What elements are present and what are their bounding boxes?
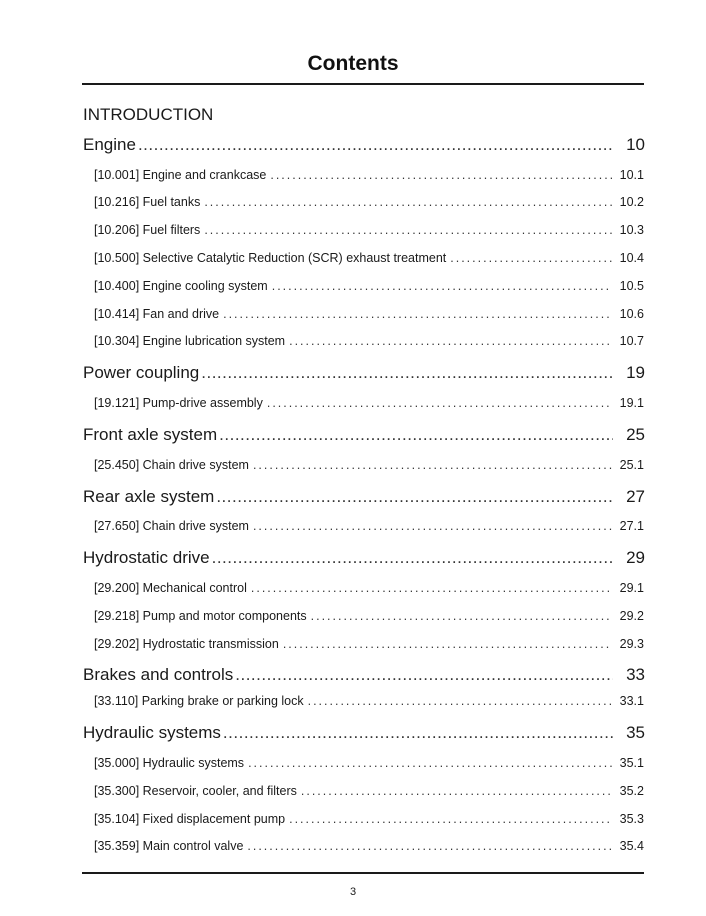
toc-item[interactable]	[94, 222, 644, 238]
toc-section-power-coupling[interactable]	[83, 362, 645, 384]
toc-item-page: 19.1	[619, 396, 644, 410]
toc-item-page: 29.2	[619, 609, 644, 623]
toc-item-page: 35.2	[619, 784, 644, 798]
toc-item[interactable]	[94, 838, 644, 854]
toc-section-label: Brakes and controls	[83, 665, 234, 684]
toc-item-page: 10.2	[619, 195, 644, 209]
toc-item-page: 35.4	[619, 839, 644, 853]
toc-item-label: [10.414] Fan and drive	[94, 307, 220, 321]
toc-section-label: Power coupling	[83, 363, 200, 382]
toc-item[interactable]	[94, 518, 644, 534]
dot-leader	[267, 395, 612, 411]
toc-section-page: 35	[626, 723, 645, 742]
toc-section-label: Front axle system	[83, 425, 218, 444]
toc-item-label: [10.400] Engine cooling system	[94, 279, 268, 293]
introduction-heading[interactable]: INTRODUCTION	[83, 105, 214, 124]
dot-leader	[204, 222, 612, 238]
dot-leader	[201, 362, 613, 384]
toc-item-page: 25.1	[619, 458, 644, 472]
toc-item-page: 10.3	[619, 223, 644, 237]
toc-section-brakes-and-controls[interactable]	[83, 664, 645, 686]
toc-item-label: [29.202] Hydrostatic transmission	[94, 637, 279, 651]
toc-item-label: [19.121] Pump-drive assembly	[94, 396, 263, 410]
toc-section-rear-axle-system[interactable]	[83, 486, 645, 508]
toc-item-label: [35.300] Reservoir, cooler, and filters	[94, 784, 297, 798]
toc-item[interactable]	[94, 636, 644, 652]
bottom-rule	[82, 872, 644, 874]
toc-item-label: [35.000] Hydraulic systems	[94, 756, 245, 770]
dot-leader	[219, 424, 613, 446]
toc-section-page: 10	[626, 135, 645, 154]
toc-section-page: 29	[626, 548, 645, 567]
dot-leader	[212, 547, 613, 569]
dot-leader	[308, 693, 612, 709]
toc-item-label: [10.206] Fuel filters	[94, 223, 201, 237]
toc-item[interactable]	[94, 608, 644, 624]
toc-section-page: 33	[626, 665, 645, 684]
toc-item-label: [33.110] Parking brake or parking lock	[94, 694, 304, 708]
dot-leader	[289, 811, 612, 827]
toc-item[interactable]	[94, 278, 644, 294]
dot-leader	[270, 167, 612, 183]
toc-item-page: 27.1	[619, 519, 644, 533]
dot-leader	[251, 580, 612, 596]
toc-item[interactable]	[94, 333, 644, 349]
dot-leader	[138, 134, 613, 156]
dot-leader	[301, 783, 612, 799]
toc-item-page: 10.4	[619, 251, 644, 265]
toc-item-page: 29.3	[619, 637, 644, 651]
toc-section-page: 25	[626, 425, 645, 444]
dot-leader	[311, 608, 612, 624]
top-rule	[82, 83, 644, 85]
toc-item-label: [27.650] Chain drive system	[94, 519, 249, 533]
page-title: Contents	[307, 52, 399, 75]
toc-item[interactable]	[94, 811, 644, 827]
toc-section-engine[interactable]	[83, 134, 645, 156]
toc-section-hydrostatic-drive[interactable]	[83, 547, 645, 569]
toc-item-page: 10.5	[619, 279, 644, 293]
toc-item-page: 29.1	[619, 581, 644, 595]
toc-item-page: 10.7	[619, 334, 644, 348]
dot-leader	[253, 457, 612, 473]
toc-section-label: Hydrostatic drive	[83, 548, 210, 567]
toc-section-hydraulic-systems[interactable]	[83, 722, 645, 744]
dot-leader	[223, 722, 613, 744]
dot-leader	[272, 278, 612, 294]
toc-item[interactable]	[94, 194, 644, 210]
dot-leader	[235, 664, 613, 686]
toc-item-label: [29.218] Pump and motor components	[94, 609, 307, 623]
page-number: 3	[349, 886, 357, 898]
toc-item-page: 10.6	[619, 307, 644, 321]
dot-leader	[253, 518, 612, 534]
toc-item-page: 35.3	[619, 812, 644, 826]
toc-item-page: 33.1	[619, 694, 644, 708]
dot-leader	[223, 306, 612, 322]
toc-section-page: 19	[626, 363, 645, 382]
toc-item-label: [35.359] Main control valve	[94, 839, 244, 853]
dot-leader	[216, 486, 613, 508]
dot-leader	[283, 636, 612, 652]
toc-item[interactable]	[94, 783, 644, 799]
toc-item-label: [10.500] Selective Catalytic Reduction (SCR) exhaust treatment	[94, 251, 447, 265]
dot-leader	[247, 838, 612, 854]
toc-section-front-axle-system[interactable]	[83, 424, 645, 446]
toc-item[interactable]	[94, 250, 644, 266]
toc-item[interactable]	[94, 755, 644, 771]
toc-section-label: Hydraulic systems	[83, 723, 221, 742]
dot-leader	[248, 755, 612, 771]
dot-leader	[450, 250, 612, 266]
toc-item-label: [10.216] Fuel tanks	[94, 195, 201, 209]
toc-item[interactable]	[94, 693, 644, 709]
toc-item[interactable]	[94, 167, 644, 183]
toc-item-page: 35.1	[619, 756, 644, 770]
toc-item[interactable]	[94, 580, 644, 596]
toc-item[interactable]	[94, 457, 644, 473]
dot-leader	[289, 333, 612, 349]
toc-item[interactable]	[94, 395, 644, 411]
toc-section-label: Engine	[83, 135, 136, 154]
toc-item-label: [10.001] Engine and crankcase	[94, 168, 267, 182]
toc-section-label: Rear axle system	[83, 487, 215, 506]
toc-item-label: [29.200] Mechanical control	[94, 581, 247, 595]
toc-item-page: 10.1	[619, 168, 644, 182]
toc-item-label: [35.104] Fixed displacement pump	[94, 812, 286, 826]
dot-leader	[204, 194, 612, 210]
toc-item-label: [25.450] Chain drive system	[94, 458, 249, 472]
toc-item[interactable]	[94, 306, 644, 322]
toc-item-label: [10.304] Engine lubrication system	[94, 334, 286, 348]
toc-section-page: 27	[626, 487, 645, 506]
